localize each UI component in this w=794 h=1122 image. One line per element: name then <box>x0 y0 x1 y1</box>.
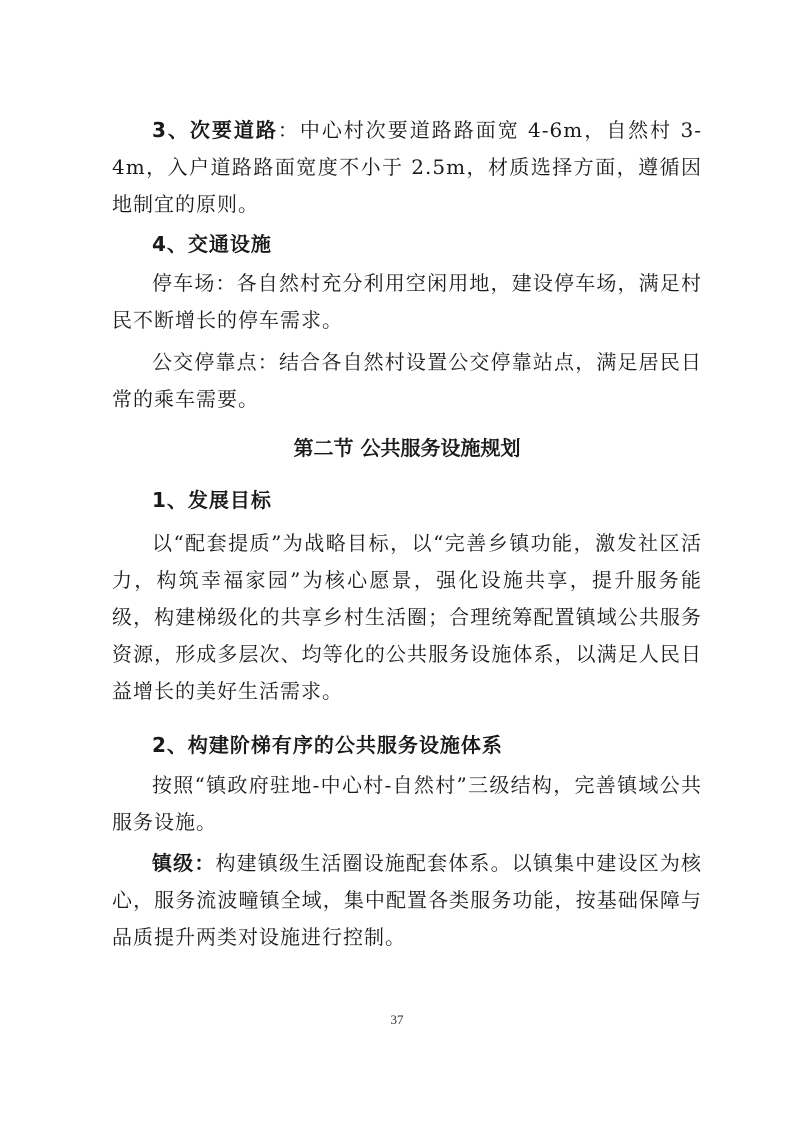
heading-transport-facilities: 4、交通设施 <box>152 232 272 256</box>
heading-service-system: 2、构建阶梯有序的公共服务设施体系 <box>152 733 503 757</box>
paragraph-town-level <box>112 845 702 956</box>
paragraph-lead: 3、次要道路 <box>152 118 278 142</box>
section-title: 第二节 公共服务设施规划 <box>293 436 521 460</box>
paragraph-development-goal: 以“配套提质”为战略目标，以“完善乡镇功能，激发社区活力，构筑幸福家园”为核心愿景，强化设施共享，提升服务能级，构建梯级化的共享乡村生活圈；合理统筹配置镇域公共服务资源，形成多层次、均等化的公共服务设施体系，以满足人民日益增长的美好生活需求。 <box>112 531 702 703</box>
paragraph-text: ：中心村次要道路路面宽 4-6m，自然村 3-4m，入户道路路面宽度不小于 2.5m，材质选择方面，遵循因地制宜的原则。 <box>112 118 702 216</box>
page-number: 37 <box>390 1012 404 1027</box>
heading-development-goal: 1、发展目标 <box>152 488 272 512</box>
paragraph-bus-stops: 公交停靠点：结合各自然村设置公交停靠站点，满足居民日常的乘车需要。 <box>112 350 702 411</box>
paragraph-parking: 停车场：各自然村充分利用空闲用地，建设停车场，满足村民不断增长的停车需求。 <box>112 271 702 332</box>
paragraph-lead: 镇级： <box>152 851 216 875</box>
paragraph-text: 构建镇级生活圈设施配套体系。以镇集中建设区为核心，服务流波疃镇全域，集中配置各类服务功能，按基础保障与品质提升两类对设施进行控制。 <box>112 851 703 949</box>
paragraph-secondary-roads <box>112 112 702 223</box>
paragraph-service-system: 按照“镇政府驻地-中心村-自然村”三级结构，完善镇域公共服务设施。 <box>112 773 702 834</box>
